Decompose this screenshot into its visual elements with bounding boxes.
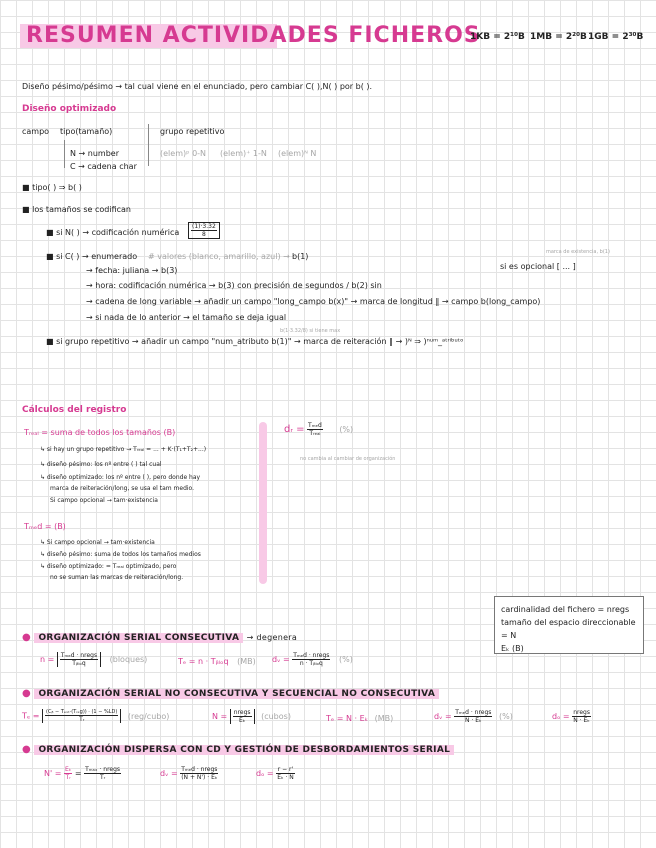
grupo-elem-0n: (elem)ᵖ 0-N: [160, 149, 207, 158]
org2-formula-do: [552, 709, 591, 724]
org2-f4-lhs: dᵥ =: [434, 712, 452, 721]
org2-f2-unit: (cubos): [261, 712, 291, 721]
org3-f1-mid-num: Eₖ: [64, 766, 72, 773]
org3-f3-num: r − r': [277, 766, 294, 773]
grupo-elem-1n: (elem)⁺ 1-N: [220, 149, 267, 158]
org1-f1-lhs: n =: [40, 655, 55, 664]
org2-f2-num: nregs: [233, 709, 251, 716]
org1-f1-unit: (bloques): [109, 655, 148, 664]
tipo-tamano-label: tipo(tamaño): [60, 127, 113, 136]
org1-f1-den: Tᵦₗₒq: [72, 660, 86, 667]
org3-f2-num: Tₘₑd · nregs: [181, 766, 218, 773]
org1-formula-te: [178, 657, 256, 666]
org2-f1-lhs: Tₑ =: [22, 711, 40, 721]
org2-formula-n: [212, 709, 291, 724]
treal-line-3: marca de reiteración/long, se usa el tam medio.: [50, 485, 195, 492]
org1-f3-den: n · Tᵦₗₒq: [299, 660, 323, 667]
org2-formula-dv: [434, 709, 513, 724]
org3-f3-lhs: dₒ =: [256, 769, 274, 778]
box-line-1: tamaño del espacio direccionable = N: [501, 618, 636, 640]
si-n-rule: ■ si N( ) → codificación numérica: [46, 228, 180, 237]
org2-f4-num: Tₘₑd · nregs: [455, 709, 492, 716]
org1-f2-unit: (MB): [237, 657, 256, 666]
org2-f5-den: N · Eₖ: [573, 717, 590, 724]
treal-formula: Tᵣₑₐₗ = suma de todos los tamaños (B): [24, 428, 176, 437]
highlight-bar: [259, 422, 267, 584]
unit-kb: 1KB = 2¹⁰B: [470, 32, 525, 42]
char-type: C → cadena char: [70, 162, 137, 171]
si-grupo-rule: ■ si grupo repetitivo → añadir un campo "num_atributo b(1)" → marca de reiteración ‖ → )ᴺ ⇒ )ⁿᵘᵐ_ᵃᵗʳⁱᵇᵘᵗᵒ: [46, 337, 464, 346]
org1-title: ORGANIZACIÓN SERIAL CONSECUTIVA: [34, 633, 243, 643]
org2-f4-den: N · Eₖ: [465, 717, 482, 724]
diseno-optimizado-heading: Diseño optimizado: [22, 104, 117, 114]
treal-line-1: ↳ diseño pésimo: los nº entre ( ) tal cual: [40, 461, 162, 468]
si-c-rule: ■ si C( ) → enumerado: [46, 252, 138, 261]
divider-vertical: [148, 124, 149, 166]
org2-f4-unit: (%): [498, 712, 513, 721]
org2-f1-unit: (reg/cubo): [127, 711, 170, 721]
unit-gb: 1GB = 2³⁰B: [588, 32, 644, 42]
org2-f2-lhs: N =: [212, 712, 228, 721]
org1-formula-dv: [272, 652, 353, 667]
tmedio-line-2: ↳ diseño optimizado: = Tᵣₑₐₗ optimizado, pero: [40, 563, 177, 570]
tamanos-rule: ■ los tamaños se codifican: [22, 205, 131, 214]
hora-rule: → hora: codificación numérica → b(3) con precisión de segundos / b(2) sin: [86, 281, 382, 290]
org2-formula-te2: [326, 714, 393, 723]
org1-f3-num: Tₘₑd · nregs: [293, 652, 330, 659]
bracket-line: [64, 140, 65, 168]
calculos-heading: Cálculos del registro: [22, 405, 127, 415]
org3-formula-do: [256, 766, 295, 781]
campo-label: campo: [22, 127, 50, 136]
org1-f3-lhs: dᵥ =: [272, 655, 290, 664]
treal-line-0: ↳ si hay un grupo repetitivo → Tᵣₑₐₗ = ... + K·(T₁+T₂+...): [40, 446, 207, 453]
si-n-fraction: [188, 222, 220, 239]
grupo-repetitivo-label: grupo repetitivo: [160, 127, 225, 136]
enumerado-values: # valores (blanco, amarillo, azul) →: [148, 252, 290, 261]
org3-f2-lhs: dᵥ =: [160, 769, 178, 778]
org2-f1-den: Tᵣ: [79, 716, 85, 723]
unit-mb: 1MB = 2²⁰B: [530, 32, 587, 42]
fecha-rule: → fecha: juliana → b(3): [86, 266, 178, 275]
org3-f1-mid-den: Tᵣ: [65, 774, 71, 781]
org2-f1-num: (Cᵦ − Tₑₓₜ·(Tᵣₑg)) · (1 − %LD): [46, 709, 118, 715]
dr-formula: dᵣ = $\frac{\text{Tₘₑd}}{\text{Tᵣₑₐₗ}}$ (%): [284, 422, 354, 437]
org2-f3-unit: (MB): [374, 714, 394, 723]
org1-f1-num: Tₘₑd · nregs: [60, 652, 98, 659]
org3-title: ORGANIZACIÓN DISPERSA CON CD Y GESTIÓN DE DESBORDAMIENTOS SERIAL: [34, 745, 454, 755]
treal-line-4: Si campo opcional → tam·existencia: [50, 497, 158, 504]
tmedio-heading: Tₘₑd = (B): [24, 522, 66, 531]
treal-heading: [24, 428, 175, 437]
org1-f3-unit: (%): [338, 655, 353, 664]
definitions-box: [494, 596, 644, 654]
dr-num: Tₘₑd: [308, 422, 322, 429]
tmedio-line-0: ↳ Si campo opcional → tam·existencia: [40, 539, 155, 546]
org3-f1-den: Tᵣ: [99, 774, 106, 781]
org3-formula-dv: [160, 766, 218, 781]
opcional-rule: si es opcional [ ... ]: [500, 262, 576, 271]
dr-den: Tᵣₑₐₗ: [309, 430, 321, 437]
page-title: RESUMEN ACTIVIDADES FICHEROS: [20, 24, 277, 48]
org2-formula-te: [22, 709, 169, 723]
org2-f3: Tₑ = N · Eₖ: [326, 714, 369, 723]
enumerado-size: b(1): [292, 252, 309, 261]
org1-f2: Tₑ = n · Tᵦₗₒq: [178, 657, 229, 666]
org1-heading: ● ORGANIZACIÓN SERIAL CONSECUTIVA → degenera: [22, 632, 298, 643]
org2-heading: ● ORGANIZACIÓN SERIAL NO CONSECUTIVA Y SECUENCIAL NO CONSECUTIVA: [22, 688, 439, 699]
org2-f5-num: nregs: [573, 709, 590, 716]
dr-unit: (%): [339, 425, 354, 434]
si-n-frac-den: 8: [201, 231, 206, 238]
tmedio-line-1: ↳ diseño pésimo: suma de todos los tamaños medios: [40, 551, 201, 558]
tmedio-line-3: no se suman las marcas de reiteración/long.: [50, 574, 184, 581]
box-line-0: cardinalidad del fichero = nregs: [501, 605, 630, 614]
nada-rule: → si nada de lo anterior → el tamaño se deja igual: [86, 313, 287, 322]
box-line-2: Eₖ (B): [501, 644, 524, 653]
org1-formula-n: [40, 652, 147, 667]
dr-note: no cambia al cambiar de organización: [300, 456, 396, 462]
org3-f1-num: Tₘₐₓ · nregs: [85, 766, 121, 773]
org3-f1-lhs: N' =: [44, 769, 62, 778]
org3-formula-n: N' = $\frac{\text{Eₖ}}{\text{Tᵣ}}$ = $\frac{\text{Tₘₐₓ · nregs}}{\text{Tᵣ}}$: [44, 766, 121, 781]
grupo-small-note: b(1·3.32/8) si tiene max: [280, 328, 341, 334]
org3-heading: ● ORGANIZACIÓN DISPERSA CON CD Y GESTIÓN DE DESBORDAMIENTOS SERIAL: [22, 744, 454, 755]
treal-line-2: ↳ diseño optimizado: los nº entre ( ), pero donde hay: [40, 474, 201, 481]
diseno-pesimo: Diseño pésimo/pésimo → tal cual viene en el enunciado, pero cambiar C( ),N( ) por b( ).: [22, 82, 373, 91]
org2-f2-den: Eₖ: [238, 717, 246, 724]
org2-f5-lhs: dₒ =: [552, 712, 570, 721]
org3-f3-den: Eₖ · N: [277, 774, 294, 781]
si-n-frac-num: (1)·3.32: [192, 223, 216, 230]
org1-tail: → degenera: [246, 633, 298, 642]
org3-f2-den: (N + N') · Eₖ: [181, 774, 218, 781]
cadena-rule: → cadena de long variable → añadir un campo "long_campo b(x)" → marca de longitud ‖ → campo b(long_campo): [86, 297, 541, 306]
opcional-note: marca de existencia, b(1): [546, 249, 610, 255]
tipo-b-rule: ■ tipo( ) ⇒ b( ): [22, 183, 82, 192]
grupo-elem-n: (elem)ᴺ N: [278, 149, 317, 158]
number-type: N → number: [70, 149, 119, 158]
org2-title: ORGANIZACIÓN SERIAL NO CONSECUTIVA Y SECUENCIAL NO CONSECUTIVA: [34, 689, 439, 699]
